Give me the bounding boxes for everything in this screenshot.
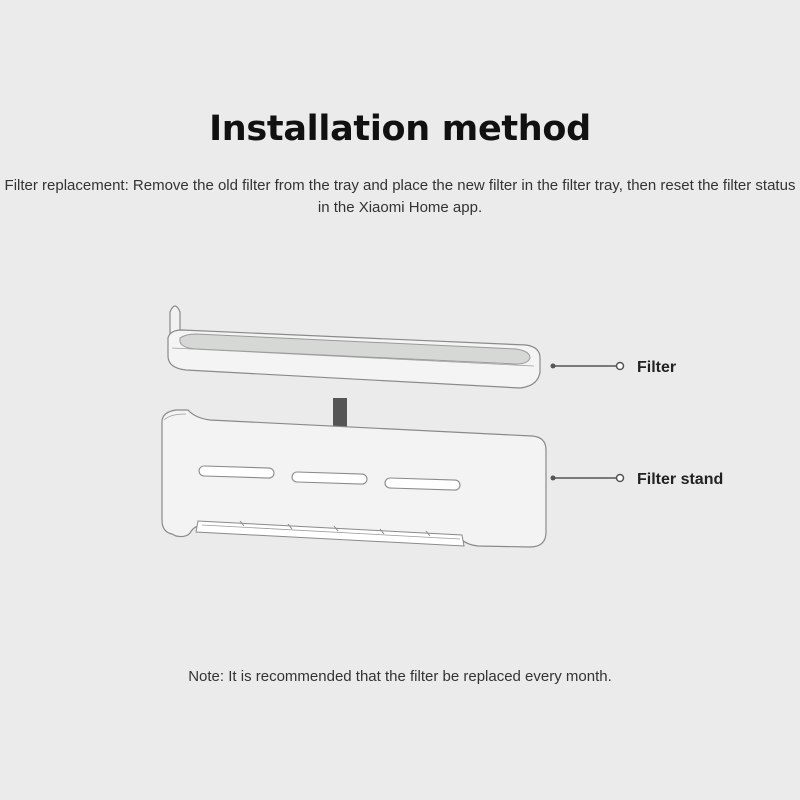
filter-tray [168, 306, 540, 388]
note-text: Note: It is recommended that the filter be replaced every month. [188, 668, 612, 685]
filter-stand [162, 410, 546, 547]
filter-callout [551, 359, 677, 376]
filter-stand-callout [551, 471, 724, 488]
page-title: Installation method [209, 109, 591, 149]
filter-stand-label: Filter stand [637, 471, 724, 488]
instruction-text: Filter replacement: Remove the old filter from the tray and place the new filter in the filter tray, then reset the filter status in the Xiaomi Home app. [4, 177, 796, 216]
stand-slot [199, 466, 274, 478]
stand-slot [292, 472, 367, 484]
stand-slot [385, 478, 460, 490]
filter-label: Filter [637, 359, 677, 376]
